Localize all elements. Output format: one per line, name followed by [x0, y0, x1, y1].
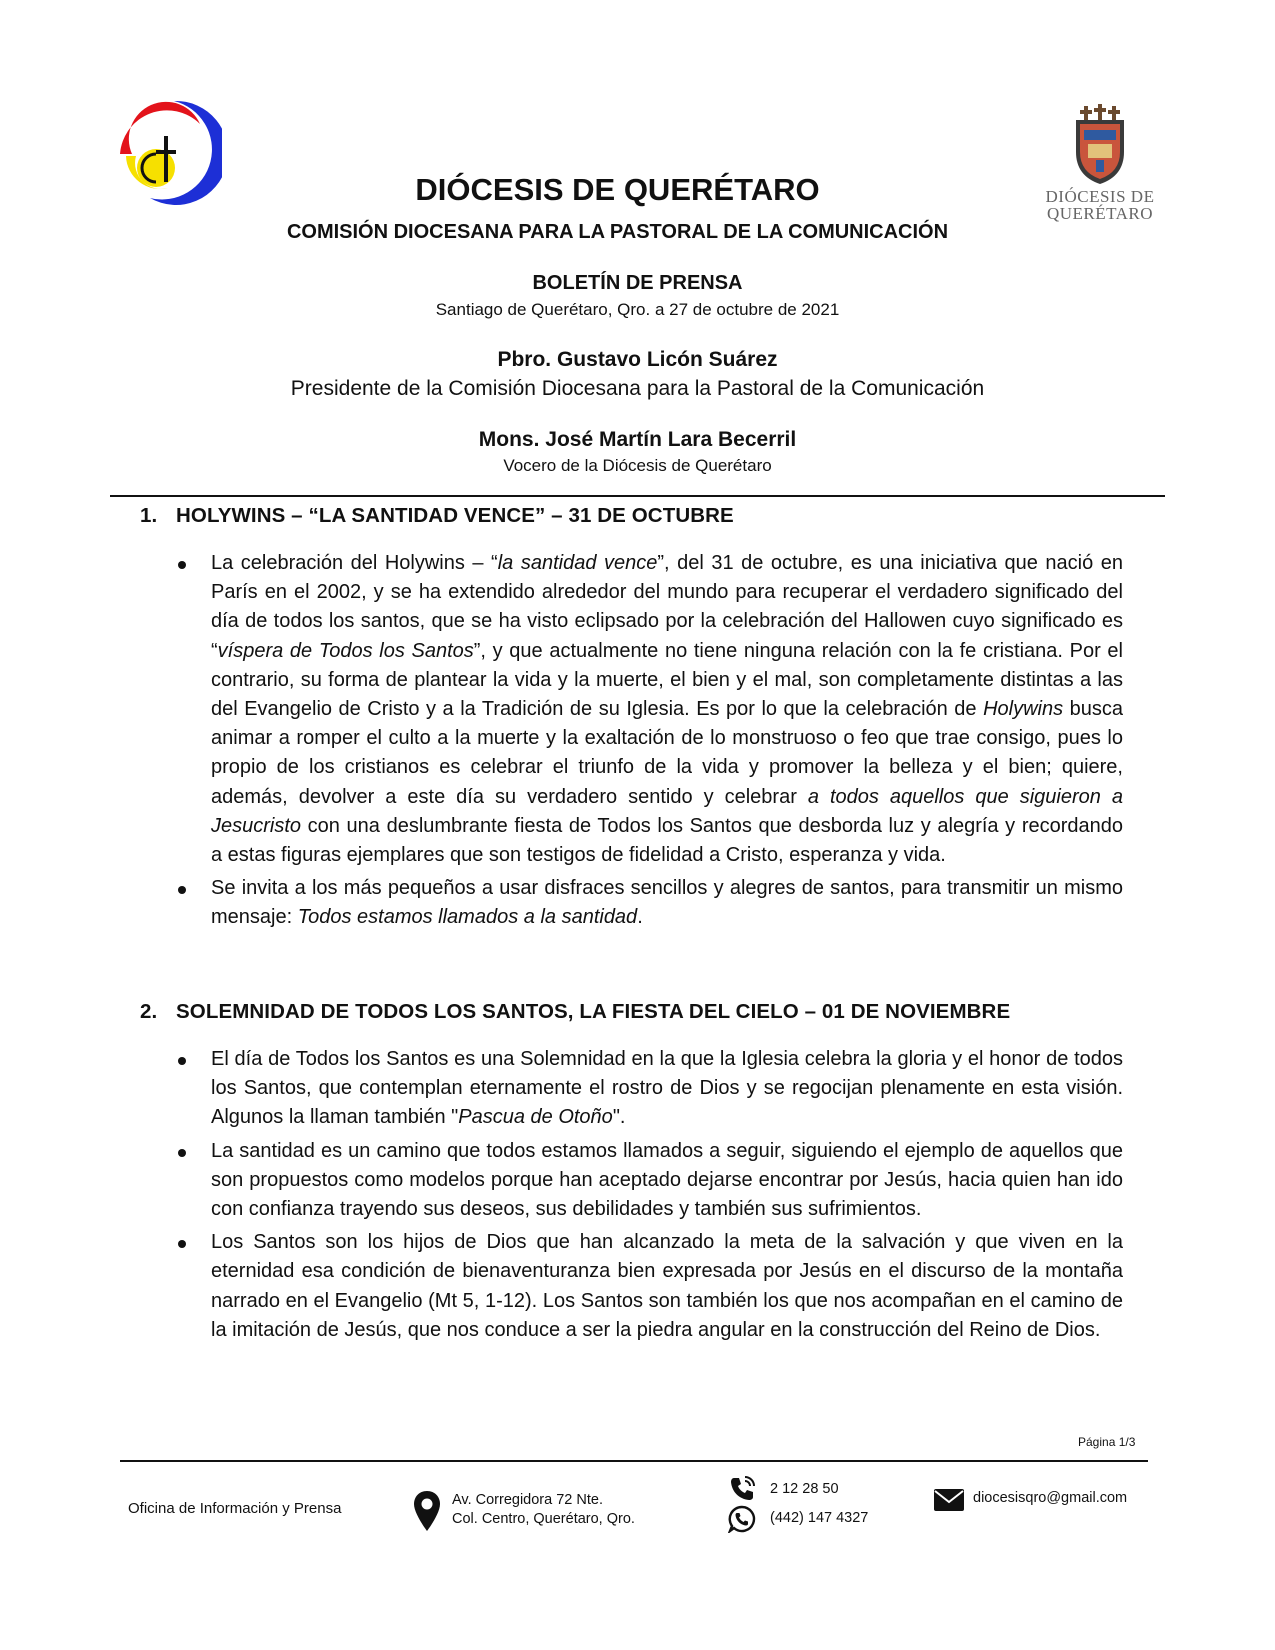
phone-icon	[728, 1475, 756, 1503]
section-number: 2.	[140, 1000, 158, 1023]
bullet-text: Se invita a los más pequeños a usar disfraces sencillos y alegres de santos, para transmitir un mismo mensaje:	[211, 877, 1123, 929]
author-role: Presidente de la Comisión Diocesana para la Pastoral de la Comunicación	[290, 377, 985, 400]
section-heading	[140, 1000, 1010, 1024]
section-heading	[140, 504, 734, 528]
bullet-item	[175, 1045, 1123, 1133]
section-bullet-list	[175, 1045, 1123, 1349]
bullet-text: ”, del 31 de octubre, es una iniciativa que nació en París en el 2002, y se ha extendido alrededor del mundo para recuperar el verdadero significado del día de todos los santos, que se ha visto eclipsado por la celebración del Hallowen cuyo significado es “	[211, 552, 1123, 662]
page-number: Página 1/3	[1078, 1435, 1136, 1449]
whatsapp-icon	[728, 1505, 756, 1533]
author-name: Pbro. Gustavo Licón Suárez	[497, 348, 778, 371]
header-divider	[110, 495, 1165, 497]
emphasis-text: Pascua de Otoño	[458, 1106, 613, 1129]
emphasis-text: Holywins	[983, 698, 1064, 721]
bullet-text: El día de Todos los Santos es una Solemnidad en la que la Iglesia celebra la gloria y el honor de todos los Santos, que contemplan eternamente el rostro de Dios y se regocijan plenamente en esta visión. Algunos la llaman también "	[211, 1048, 1123, 1129]
footer-address-line1: Av. Corregidora 72 Nte.	[452, 1492, 603, 1508]
bullet-item	[175, 1228, 1123, 1345]
emphasis-text: a todos aquellos que siguieron a Jesucristo	[211, 785, 1123, 837]
mail-icon	[933, 1487, 965, 1513]
bullet-text: busca animar a romper el culto a la muerte y la exaltación de lo monstruoso o feo que trae consigo, pues lo propio de los cristianos es celebrar el triunfo de la vida y promover la belleza y el bien; quiere, además, devolver a este día su verdadero sentido y celebrar	[211, 698, 1123, 808]
diocese-seal	[1040, 104, 1160, 229]
emphasis-text: víspera de Todos los Santos	[217, 639, 474, 662]
emphasis-text: Todos estamos llamados a la santidad	[297, 906, 638, 929]
bullet-text: La santidad es un camino que todos estamos llamados a seguir, siguiendo el ejemplo de aquellos que son propuestos como modelos porque han aceptado dejarse encontrar por Jesús, hacia quien han ido con confianza trayendo sus deseos, sus debilidades y también sus sufrimientos.	[211, 1139, 1123, 1221]
footer-phone: 2 12 28 50	[770, 1481, 839, 1497]
emphasis-text: la santidad vence	[497, 552, 658, 574]
bullet-text: ".	[612, 1106, 626, 1129]
bullet-item	[175, 874, 1123, 932]
footer-divider	[120, 1460, 1148, 1462]
bullet-text: con una deslumbrante fiesta de Todos los Santos que desborda luz y alegría y recordando a estas figuras ejemplares que son testigos de fidelidad a Cristo, esperanza y vida.	[211, 814, 1123, 867]
section-title: SOLEMNIDAD DE TODOS LOS SANTOS, LA FIESTA DEL CIELO – 01 DE NOVIEMBRE	[176, 1000, 1011, 1023]
location-pin-icon	[413, 1490, 441, 1532]
document-title: DIÓCESIS DE QUERÉTARO	[415, 172, 820, 207]
footer-office-name: Oficina de Información y Prensa	[128, 1500, 342, 1517]
dateline: Santiago de Querétaro, Qro. a 27 de octubre de 2021	[435, 300, 840, 319]
footer-address-line2: Col. Centro, Querétaro, Qro.	[452, 1511, 635, 1527]
bullet-text: ”, y que actualmente no tiene ninguna relación con la fe cristiana. Por el contrario, su forma de plantear la vida y la muerte, el bien y el mal, son completamente distintas a las del Evangelio de Cristo y a la Tradición de su Iglesia. Es por lo que la celebración de	[211, 639, 1123, 721]
section-number: 1.	[140, 504, 158, 527]
bullet-text: La celebración del Holywins – “	[211, 552, 498, 574]
bullet-item	[175, 549, 1123, 870]
section-bullet-list	[175, 549, 1123, 937]
bullet-text: Los Santos son los hijos de Dios que han alcanzado la meta de la salvación y que viven en la eternidad esa condición de bienaventuranza bien expresada por Jesús en el discurso de la montaña narrado en el Evangelio (Mt 5, 1-12). Los Santos son también los que nos acompañan en el camino de la imitación de Jesús, que nos conduce a ser la piedra angular en la construcción del Reino de Dios.	[211, 1231, 1123, 1341]
spokesperson-name: Mons. José Martín Lara Becerril	[478, 428, 797, 451]
bullet-text: .	[637, 906, 643, 929]
document-subtitle: COMISIÓN DIOCESANA PARA LA PASTORAL DE LA COMUNICACIÓN	[286, 221, 949, 243]
seal-text-line1: DIÓCESIS DE	[1045, 187, 1155, 206]
bulletin-label: BOLETÍN DE PRENSA	[532, 272, 743, 294]
seal-text-line2: QUERÉTARO	[1046, 204, 1154, 223]
footer-whatsapp: (442) 147 4327	[770, 1510, 869, 1526]
footer-email[interactable]: diocesisqro@gmail.com	[973, 1490, 1128, 1506]
spokesperson-role: Vocero de la Diócesis de Querétaro	[503, 456, 772, 475]
section-title: HOLYWINS – “LA SANTIDAD VENCE” – 31 DE OCTUBRE	[176, 504, 734, 527]
bullet-item	[175, 1137, 1123, 1225]
